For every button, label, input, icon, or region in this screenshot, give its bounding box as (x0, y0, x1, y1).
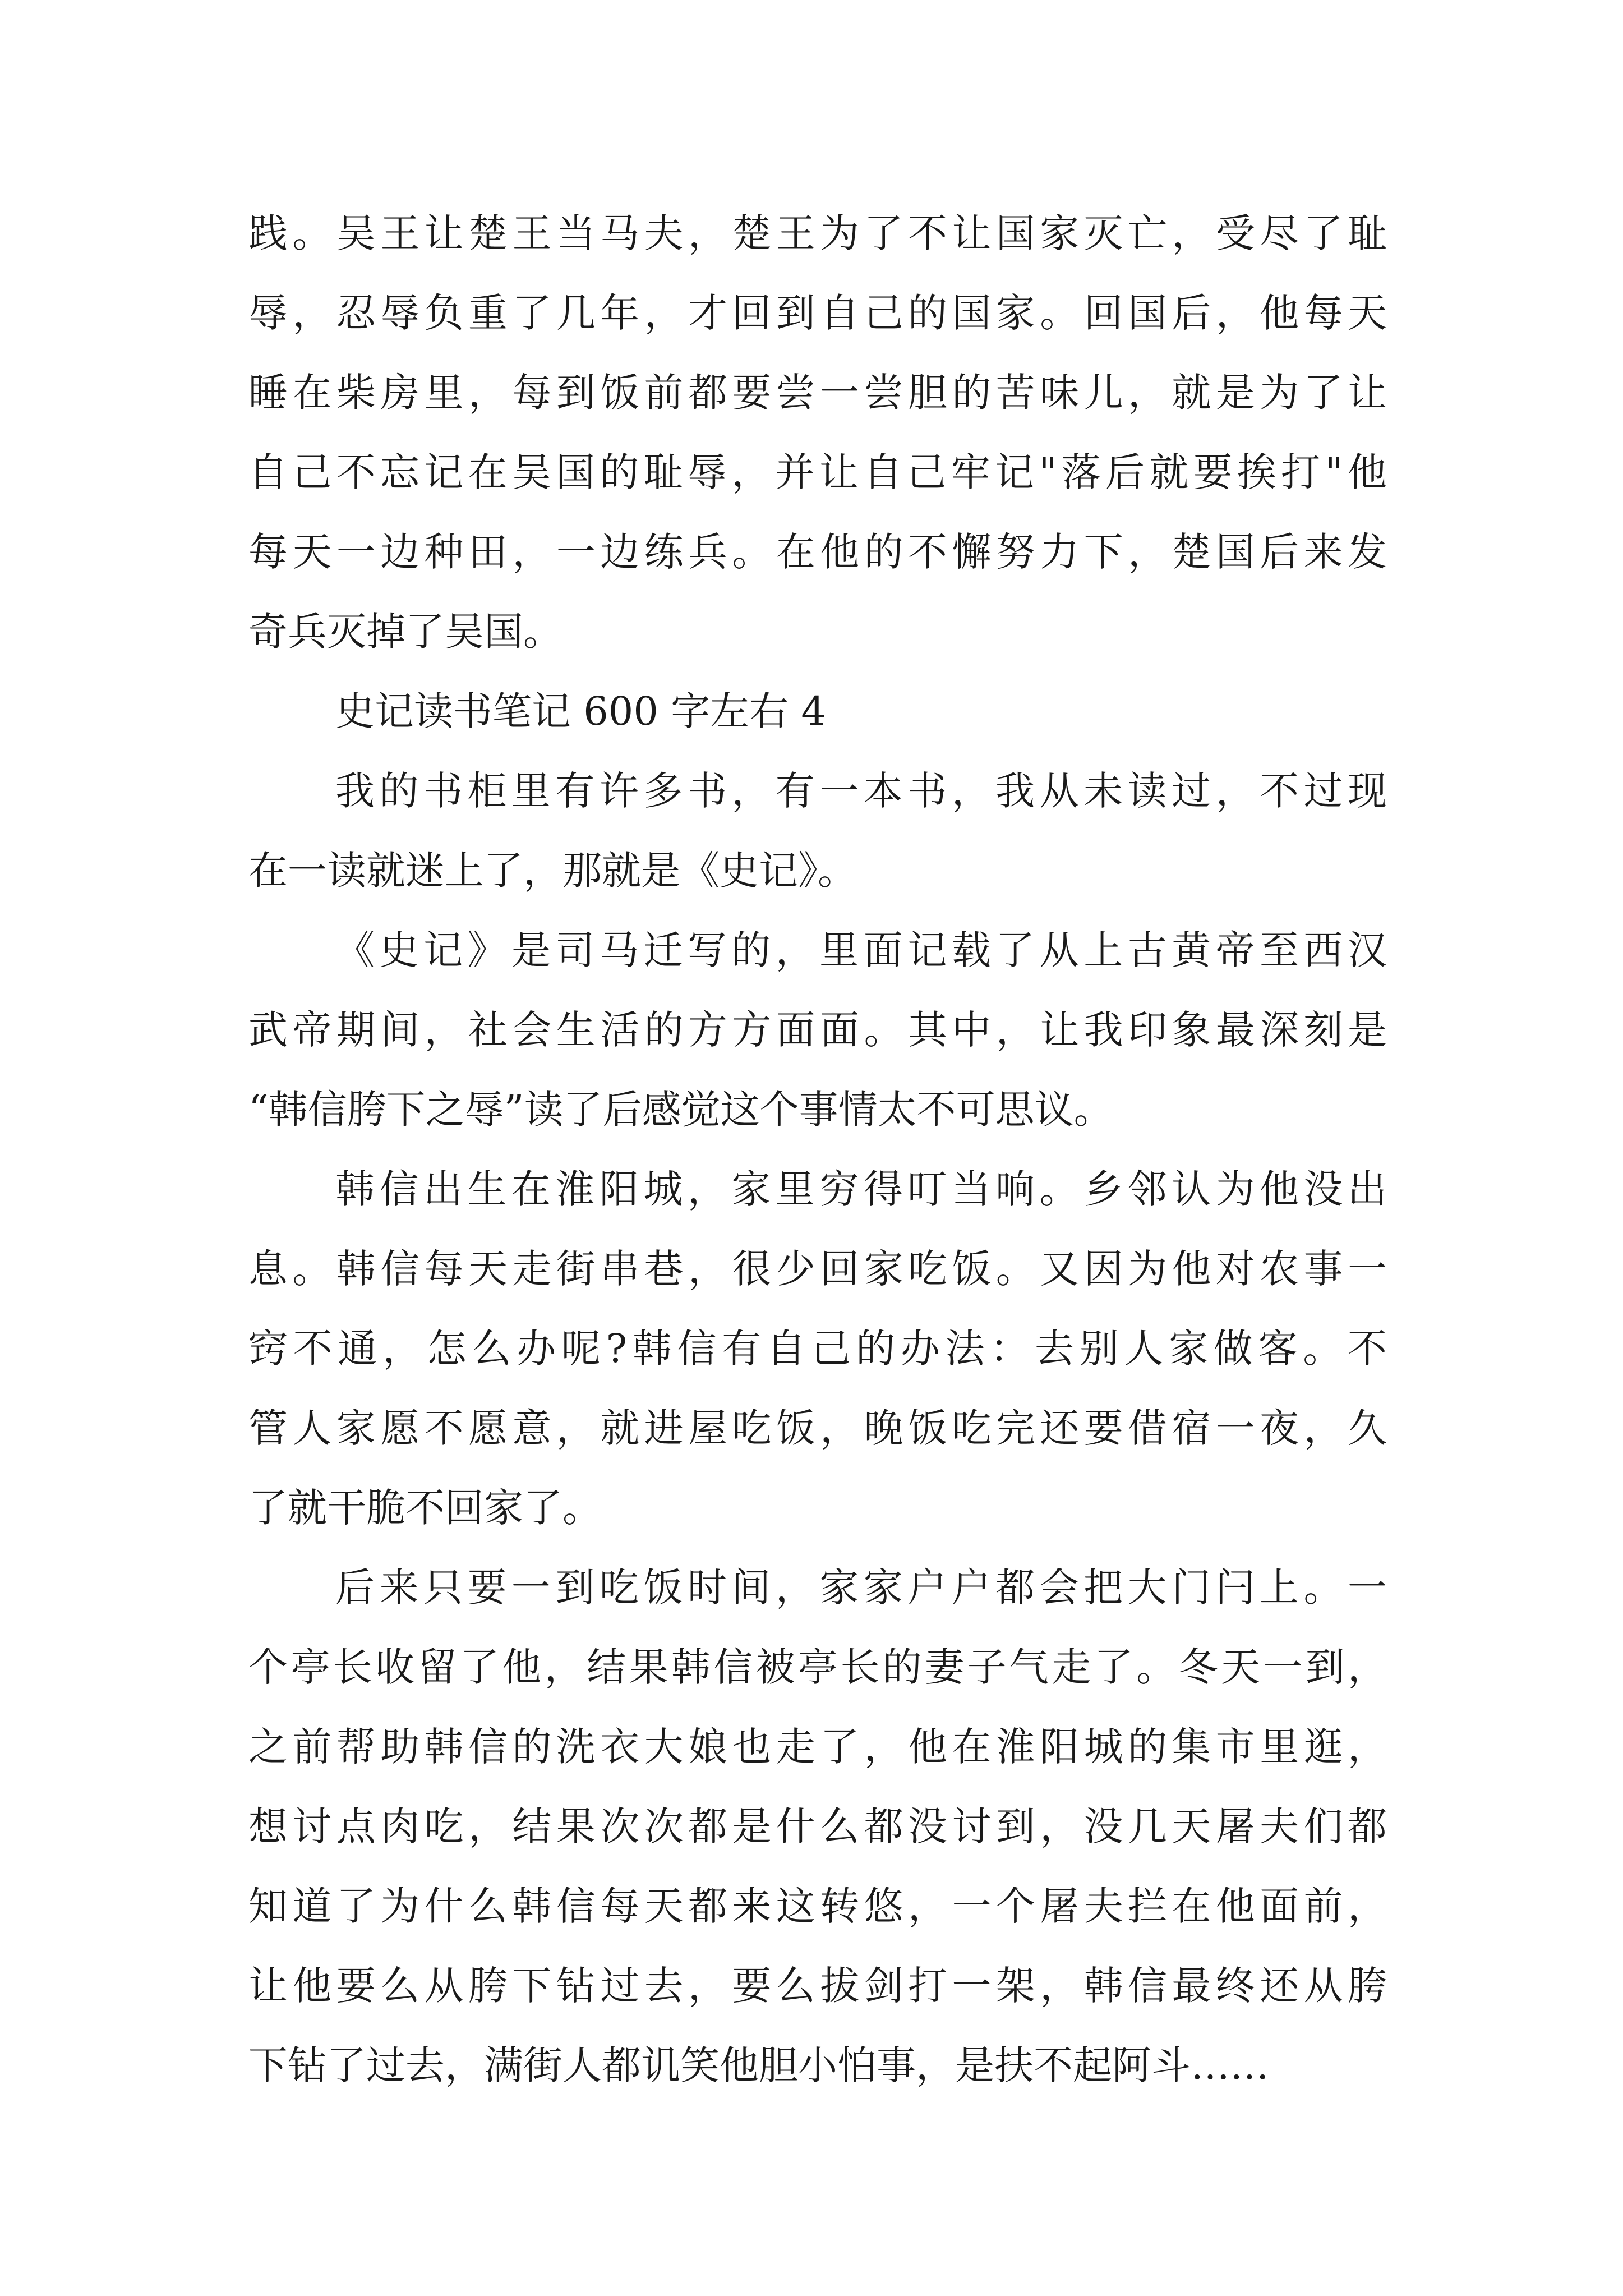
text-line: “韩信胯下之辱”读了后感觉这个事情太不可思议。 (248, 1087, 1113, 1133)
text-line: 奇兵灭掉了吴国。 (248, 609, 562, 655)
text-line: 个亭长收留了他，结果韩信被亭长的妻子气走了。冬天一到， (248, 1644, 1387, 1690)
text-line: 践。吴王让楚王当马夫，楚王为了不让国家灭亡，受尽了耻 (248, 210, 1387, 256)
text-line: 了就干脆不回家了。 (248, 1485, 602, 1531)
text-line: 管人家愿不愿意，就进屋吃饭，晚饭吃完还要借宿一夜，久 (248, 1405, 1387, 1451)
text-line: 息。韩信每天走街串巷，很少回家吃饭。又因为他对农事一 (248, 1246, 1387, 1292)
text-line: 下钻了过去，满街人都讥笑他胆小怕事，是扶不起阿斗…… (248, 2042, 1269, 2088)
text-line: 自己不忘记在吴国的耻辱，并让自己牢记"落后就要挨打"他 (248, 449, 1387, 495)
text-line: 窍不通，怎么办呢?韩信有自己的办法：去别人家做客。不 (248, 1326, 1387, 1372)
text-line: 睡在柴房里，每到饭前都要尝一尝胆的苦味儿，就是为了让 (248, 370, 1387, 416)
text-line: 知道了为什么韩信每天都来这转悠，一个屠夫拦在他面前， (248, 1883, 1387, 1929)
text-line: 韩信出生在淮阳城，家里穷得叮当响。乡邻认为他没出 (335, 1166, 1387, 1212)
document-body (248, 194, 1387, 2105)
text-line: 武帝期间，社会生活的方方面面。其中，让我印象最深刻是 (248, 1007, 1387, 1053)
text-line: 后来只要一到吃饭时间，家家户户都会把大门闩上。一 (335, 1565, 1387, 1611)
text-line: 之前帮助韩信的洗衣大娘也走了，他在淮阳城的集市里逛， (248, 1724, 1387, 1770)
text-line: 《史记》是司马迁写的，里面记载了从上古黄帝至西汉 (335, 927, 1387, 973)
text-line: 让他要么从胯下钻过去，要么拔剑打一架，韩信最终还从胯 (248, 1963, 1387, 2009)
section-heading: 史记读书笔记 600 字左右 4 (335, 688, 826, 734)
text-line: 我的书柜里有许多书，有一本书，我从未读过，不过现 (335, 768, 1387, 814)
text-line: 辱，忍辱负重了几年，才回到自己的国家。回国后，他每天 (248, 290, 1387, 336)
text-line: 想讨点肉吃，结果次次都是什么都没讨到，没几天屠夫们都 (248, 1803, 1387, 1849)
text-line: 每天一边种田，一边练兵。在他的不懈努力下，楚国后来发 (248, 529, 1387, 575)
text-line: 在一读就迷上了，那就是《史记》。 (248, 848, 857, 894)
